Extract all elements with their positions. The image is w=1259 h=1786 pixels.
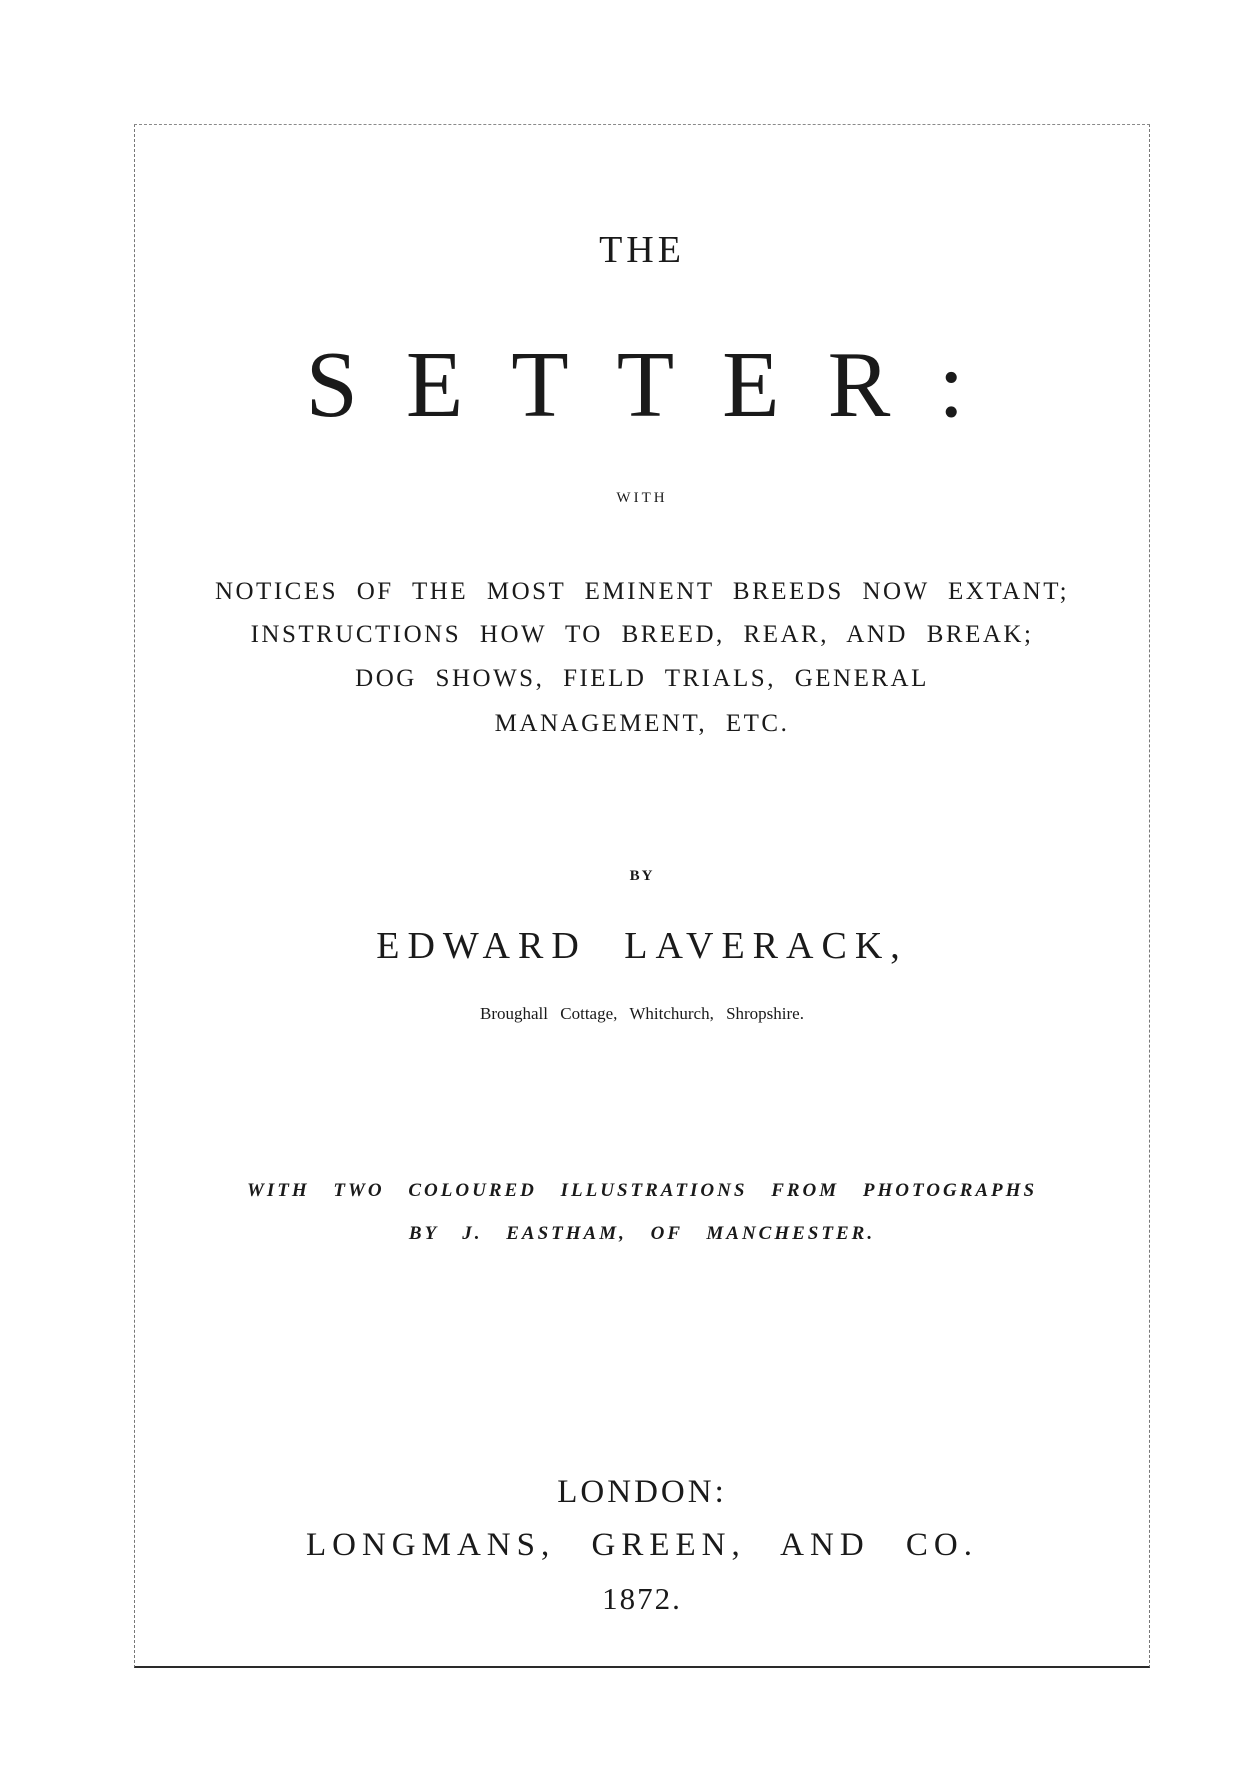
subtitle-line-3: DOG SHOWS, FIELD TRIALS, GENERAL: [355, 665, 929, 692]
subtitle-line-1: NOTICES OF THE MOST EMINENT BREEDS NOW EXTANT;: [214, 578, 1070, 605]
publication-place: LONDON:: [557, 1474, 727, 1510]
author-name: EDWARD LAVERACK,: [376, 925, 908, 967]
book-title: SETTER:: [305, 333, 1013, 437]
publication-year: 1872.: [602, 1581, 682, 1616]
title-article: THE: [599, 229, 685, 271]
subtitle-connector: WITH: [616, 490, 668, 506]
author-address: Broughall Cottage, Whitchurch, Shropshire.: [480, 1004, 804, 1023]
subtitle-line-2: INSTRUCTIONS HOW TO BREED, REAR, AND BREAK;: [250, 621, 1034, 648]
illustrations-line-2: BY J. EASTHAM, OF MANCHESTER.: [408, 1223, 876, 1244]
publisher-name: LONGMANS, GREEN, AND CO.: [305, 1527, 979, 1563]
by-label: BY: [629, 868, 655, 884]
subtitle-line-4: MANAGEMENT, ETC.: [494, 710, 790, 737]
illustrations-line-1: WITH TWO COLOURED ILLUSTRATIONS FROM PHOTOGRAPHS: [246, 1180, 1038, 1201]
